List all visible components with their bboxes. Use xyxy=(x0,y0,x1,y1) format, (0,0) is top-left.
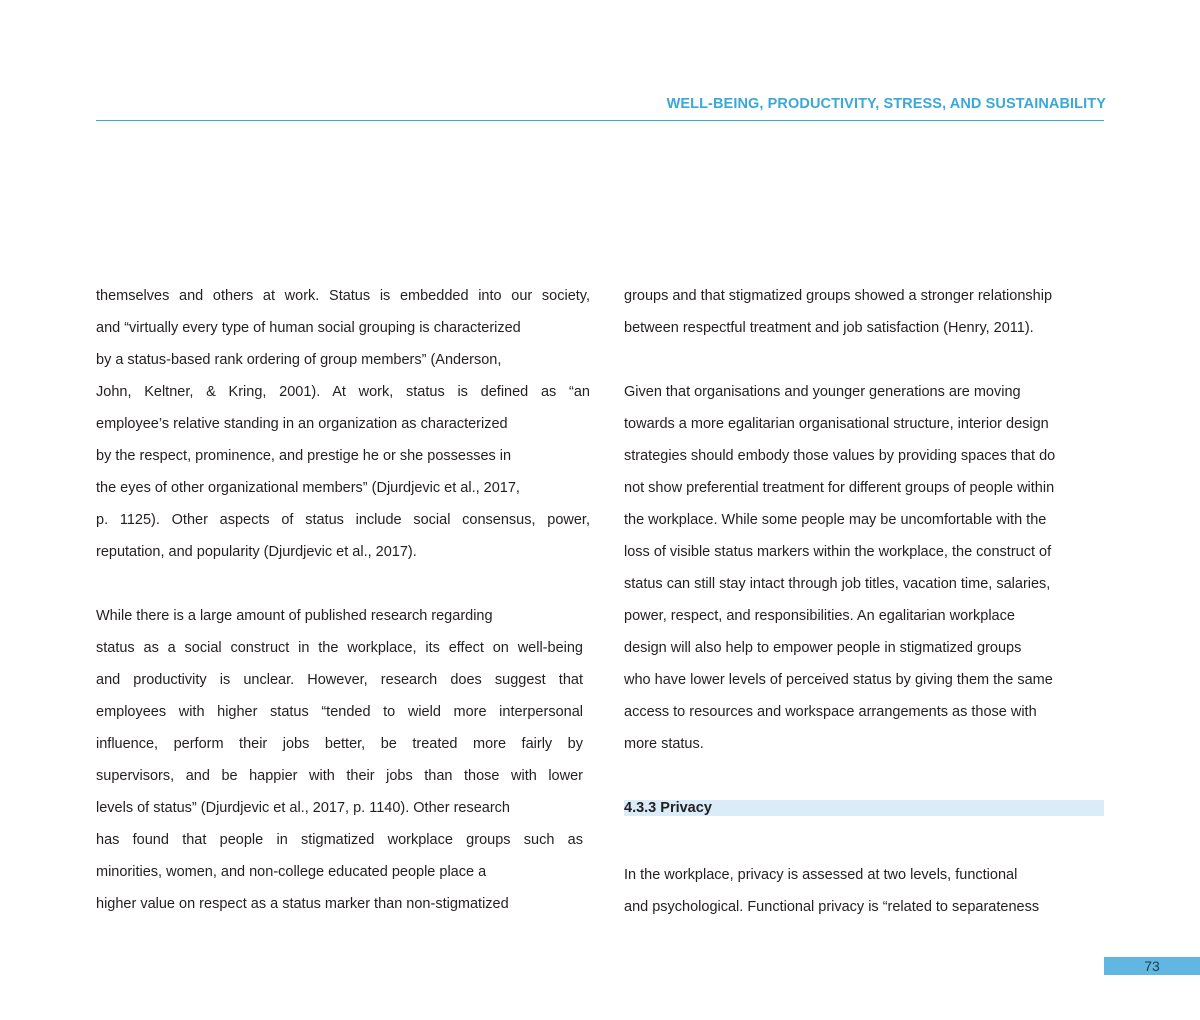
text-line: supervisors, and be happier with their jobs than those with lower xyxy=(96,768,583,784)
text-line: influence, perform their jobs better, be treated more fairly by xyxy=(96,736,583,752)
text-line: higher value on respect as a status marker than non-stigmatized xyxy=(96,896,509,912)
text-line: by a status-based rank ordering of group members” (Anderson, xyxy=(96,352,502,368)
paragraph-gap xyxy=(624,832,1104,864)
paragraph xyxy=(96,605,583,925)
text-line: themselves and others at work. Status is embedded into our society, xyxy=(96,288,590,304)
left-column xyxy=(96,285,590,925)
text-line: status can still stay intact through job titles, vacation time, salaries, xyxy=(624,576,1051,592)
paragraph-gap xyxy=(624,765,1104,797)
text-line: strategies should embody those values by providing spaces that do xyxy=(624,448,1056,464)
text-line: While there is a large amount of published research regarding xyxy=(96,608,493,624)
text-line: status as a social construct in the workplace, its effect on well-being xyxy=(96,640,583,656)
text-line: and productivity is unclear. However, research does suggest that xyxy=(96,672,583,688)
text-line: John, Keltner, & Kring, 2001). At work, status is defined as “an xyxy=(96,384,590,400)
paragraph xyxy=(624,864,1104,928)
text-line: p. 1125). Other aspects of status include social consensus, power, xyxy=(96,512,590,528)
text-line: between respectful treatment and job satisfaction (Henry, 2011). xyxy=(624,320,1034,336)
section-heading xyxy=(624,800,1104,832)
text-line: In the workplace, privacy is assessed at two levels, functional xyxy=(624,867,1018,883)
section-heading-label: 4.3.3 Privacy xyxy=(624,800,1104,816)
text-line: Given that organisations and younger generations are moving xyxy=(624,384,1021,400)
text-line: access to resources and workspace arrangements as those with xyxy=(624,704,1037,720)
paragraph-gap xyxy=(96,573,590,605)
right-column xyxy=(624,285,1104,928)
paragraph xyxy=(96,285,590,573)
text-line: the eyes of other organizational members” (Djurdjevic et al., 2017, xyxy=(96,480,520,496)
text-line: power, respect, and responsibilities. An egalitarian workplace xyxy=(624,608,1015,624)
text-line: levels of status” (Djurdjevic et al., 2017, p. 1140). Other research xyxy=(96,800,510,816)
text-line: loss of visible status markers within the workplace, the construct of xyxy=(624,544,1052,560)
page-number: 73 xyxy=(1104,957,1200,975)
text-line: design will also help to empower people in stigmatized groups xyxy=(624,640,1022,656)
text-line: the workplace. While some people may be uncomfortable with the xyxy=(624,512,1047,528)
text-line: more status. xyxy=(624,736,704,752)
text-line: by the respect, prominence, and prestige he or she possesses in xyxy=(96,448,512,464)
paragraph xyxy=(624,285,1104,349)
text-line: employee’s relative standing in an organization as characterized xyxy=(96,416,508,432)
text-line: groups and that stigmatized groups showed a stronger relationship xyxy=(624,288,1053,304)
text-line: and psychological. Functional privacy is “related to separateness xyxy=(624,899,1040,915)
text-line: who have lower levels of perceived status by giving them the same xyxy=(624,672,1053,688)
text-line: minorities, women, and non-college educated people place a xyxy=(96,864,487,880)
text-line: employees with higher status “tended to wield more interpersonal xyxy=(96,704,583,720)
text-line: reputation, and popularity (Djurdjevic et al., 2017). xyxy=(96,544,417,560)
text-line: has found that people in stigmatized workplace groups such as xyxy=(96,832,583,848)
paragraph xyxy=(624,381,1104,765)
text-line: not show preferential treatment for different groups of people within xyxy=(624,480,1055,496)
text-line: and “virtually every type of human social grouping is characterized xyxy=(96,320,521,336)
text-line: towards a more egalitarian organisational structure, interior design xyxy=(624,416,1049,432)
paragraph-gap xyxy=(624,349,1104,381)
running-header-title: WELL-BEING, PRODUCTIVITY, STRESS, AND SUSTAINABILITY xyxy=(666,96,1106,112)
header-rule xyxy=(96,120,1104,121)
